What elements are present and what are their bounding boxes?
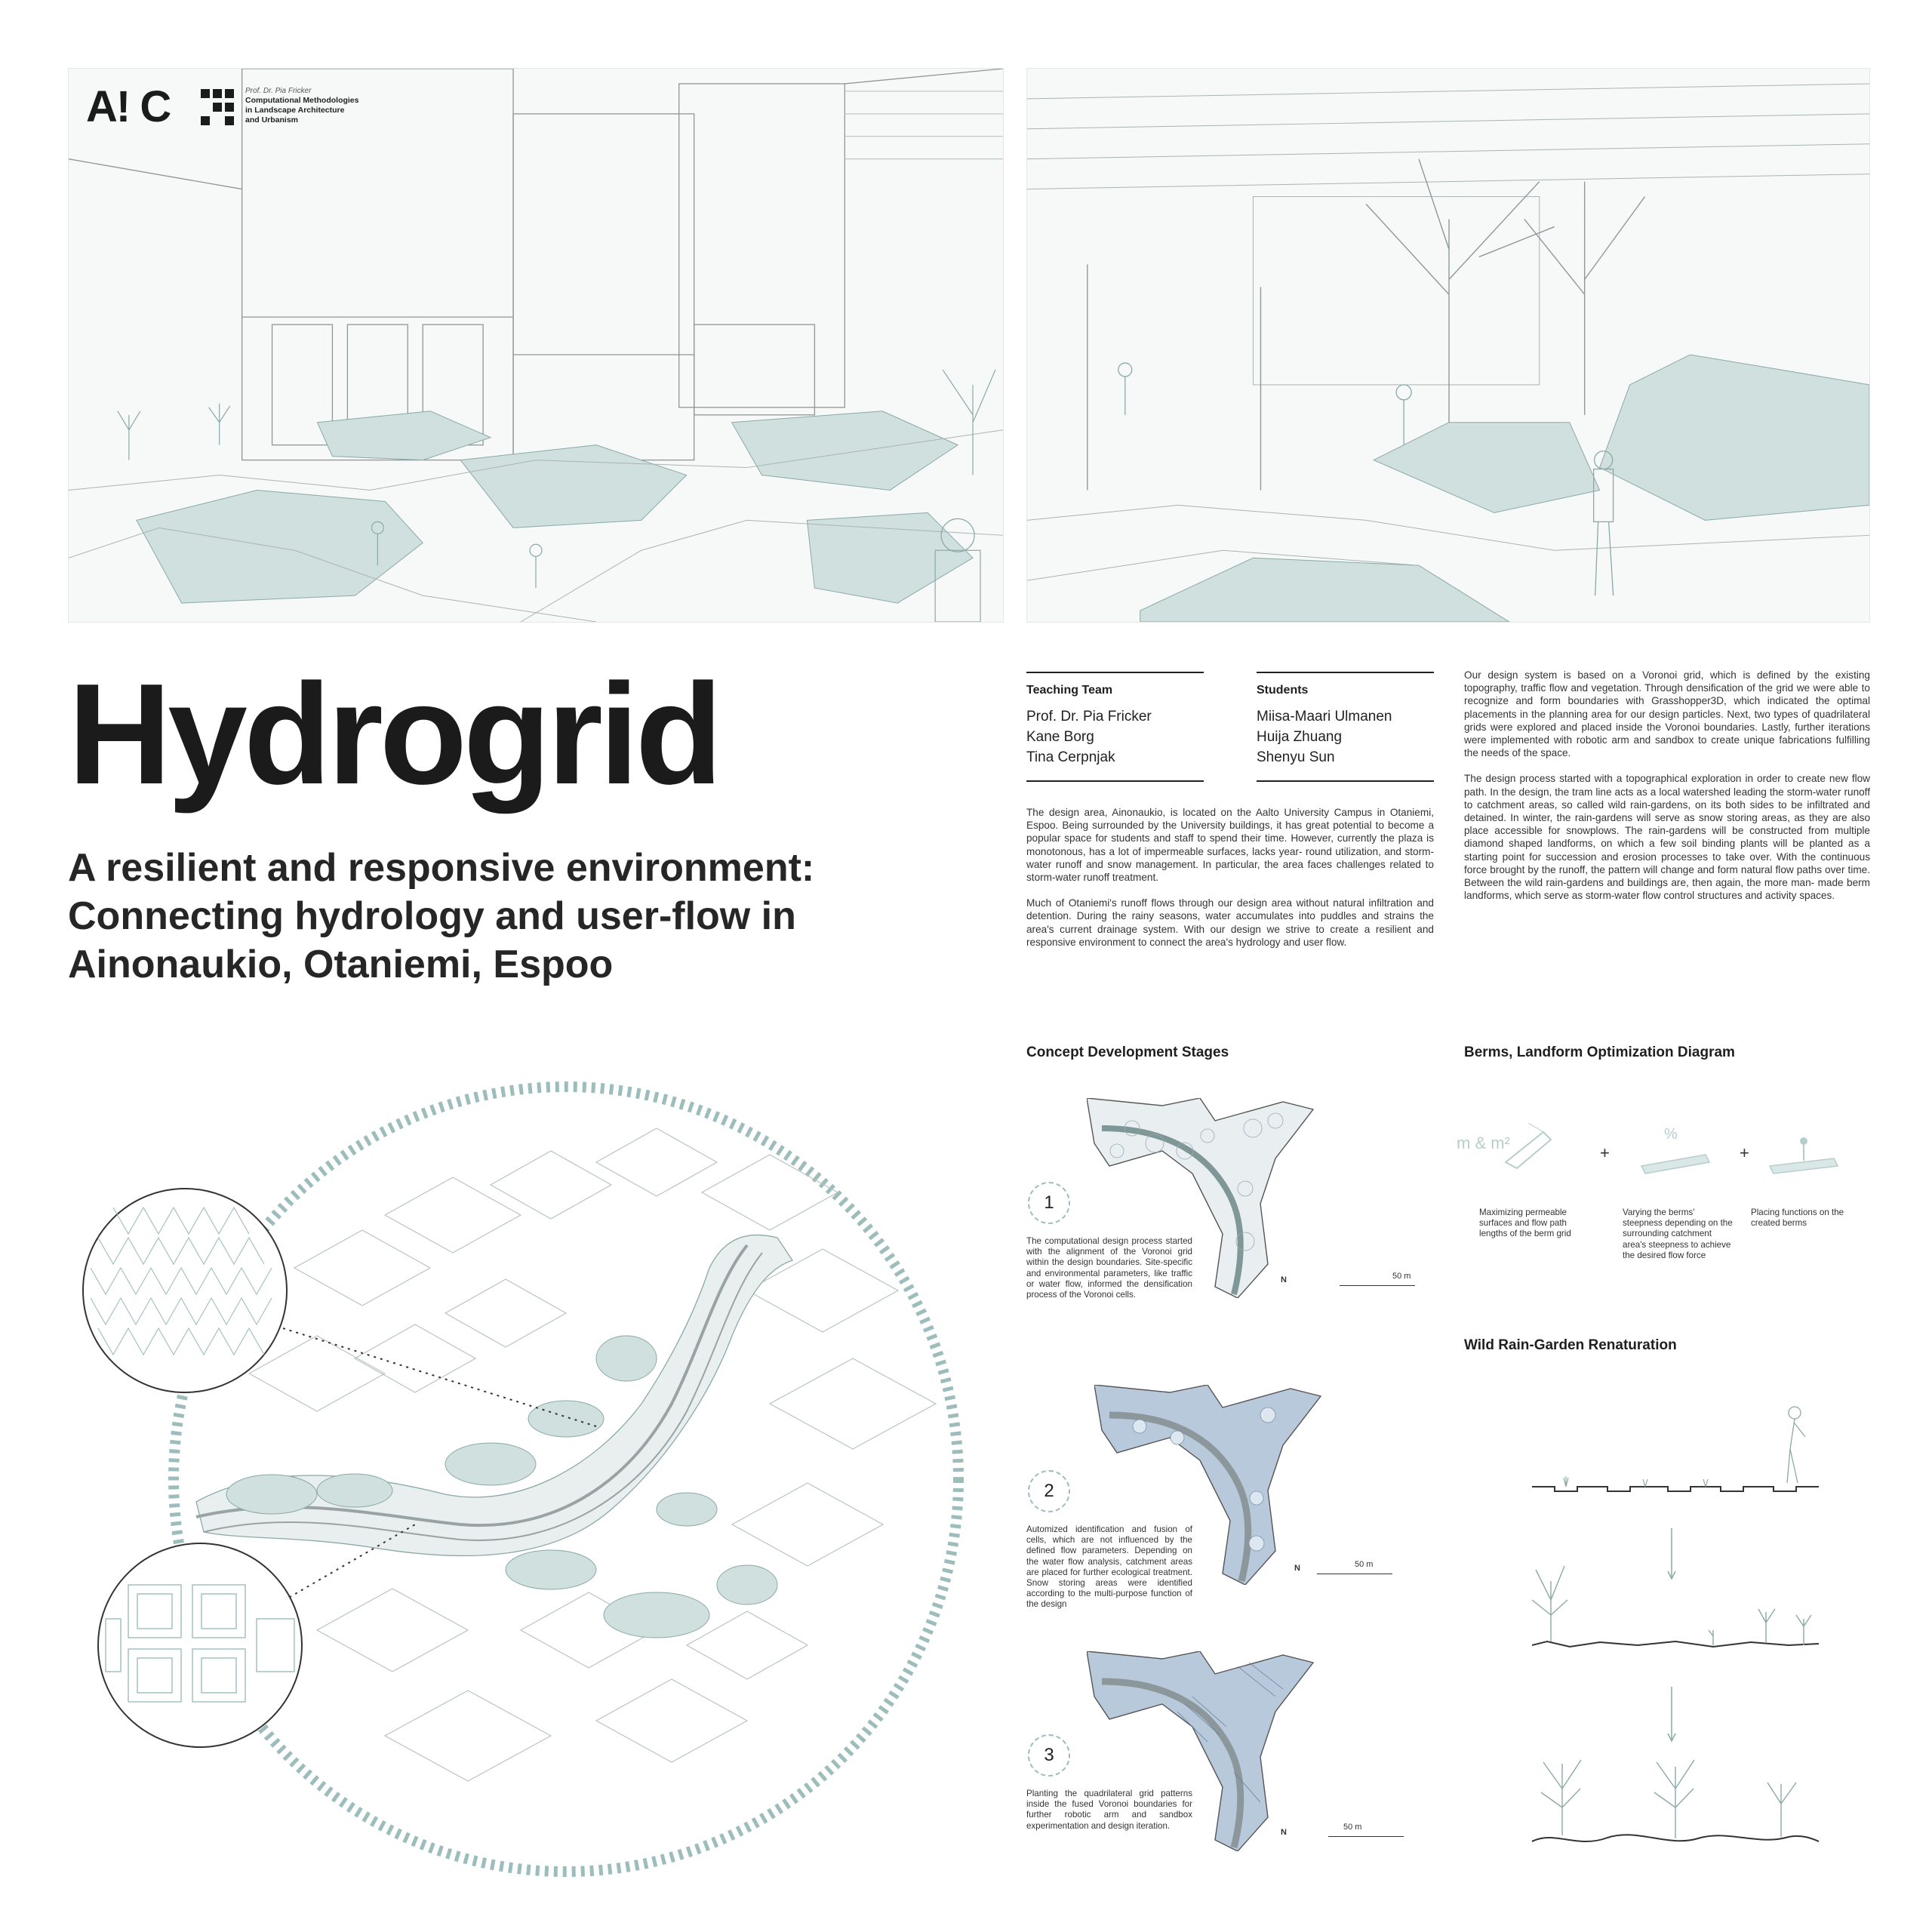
logo-grid-icon <box>201 89 234 125</box>
rain-garden-heading: Wild Rain-Garden Renaturation <box>1464 1337 1677 1353</box>
student-member: Shenyu Sun <box>1257 749 1335 765</box>
stage-description: The computational design process started with the alignment of the Voronoi grid within the design boundaries. Site-specific and environmental parameters, like traffic or water flow, informed the densification process of the Voronoi cells. <box>1026 1236 1192 1300</box>
stage-number: 1 <box>1028 1182 1070 1224</box>
professor-caption: Prof. Dr. Pia Fricker <box>245 87 312 95</box>
plus-sign: + <box>1740 1143 1749 1162</box>
subtitle-line: Connecting hydrology and user-flow in <box>68 894 796 938</box>
rain-garden-sections <box>1524 1396 1826 1857</box>
team-member: Tina Cerpnjak <box>1026 749 1115 765</box>
berm-icon-area <box>1457 1117 1555 1177</box>
scale-label: 50 m <box>1343 1823 1362 1832</box>
percent-label: % <box>1664 1126 1678 1143</box>
stage-number: 2 <box>1028 1470 1070 1512</box>
berm-icon-steepness <box>1638 1124 1713 1177</box>
north-arrow: N <box>1281 1275 1287 1284</box>
design-paragraph: Our design system is based on a Voronoi grid, which is defined by the existing topography, traffic flow and vegetation. Through densification of the grid we were able to recognize and form boundaries with Grasshopper3D, which indicated the optimal placements in the planning area for our design particles. Next, two types of quadrilateral grids were explored and placed inside the Voronoi boundaries. Lastly, further iterations were implemented with robotic arm and sandbox to create unique fabrications fulfilling the needs of the space. <box>1464 669 1870 759</box>
scale-label: 50 m <box>1392 1272 1411 1281</box>
logo <box>86 82 170 132</box>
berm-icon-functions <box>1766 1124 1841 1177</box>
department-line: and Urbanism <box>245 115 299 125</box>
stage-number: 3 <box>1028 1734 1070 1777</box>
intro-text <box>1026 806 1434 949</box>
berm-description: Varying the berms' steepness depending on the surrounding catchment area's steepness to achieve the desired flow force <box>1623 1208 1733 1260</box>
north-arrow: N <box>1294 1564 1300 1573</box>
stage-description: Automized identification and fusion of cells, which are not influenced by the defined flow parameters. Depending on the water flow analysis, catchment areas are placed for further ecological treatment. Snow storing areas were identified according to the multi-purpose function of the design <box>1026 1524 1192 1610</box>
intro-paragraph: The design area, Ainonaukio, is located on the Aalto University Campus in Otaniemi, Espoo. Being surrounded by the University buildings, it has great potential to become a popular space for students and staff to spend their time. However, currently the plaza is monotonous, has a lot of impermeable surfaces, lacks year- round utilization, and storm-water runoff and snow management. In particular, the area faces challenges related to storm-water runoff treatment. <box>1026 807 1434 884</box>
scale-label: 50 m <box>1355 1560 1374 1569</box>
berm-description: Placing functions on the created berms <box>1751 1208 1844 1229</box>
department-line: Computational Methodologies <box>245 96 359 105</box>
site-axonometric <box>68 1041 1004 1894</box>
intro-paragraph: Much of Otaniemi's runoff flows through our design area without natural infiltration and detention. During the rainy seasons, water accumulates into puddles and strains the area's current drainage system. With our design we strive to create a resilient and responsive environment to connect the area's hydrology and user flow. <box>1026 897 1434 948</box>
area-label: m & m² <box>1457 1134 1510 1152</box>
teaching-team-box <box>1026 672 1204 782</box>
subtitle-line: Ainonaukio, Otaniemi, Espoo <box>68 943 614 986</box>
subtitle <box>68 844 989 989</box>
teaching-team-heading: Teaching Team <box>1026 684 1113 697</box>
student-member: Huija Zhuang <box>1257 729 1343 745</box>
plus-sign: + <box>1600 1143 1610 1162</box>
scale-bar <box>1328 1828 1404 1837</box>
stage-description: Planting the quadrilateral grid patterns inside the fused Voronoi boundaries for further robotic arm and sandbox experimentation and design iteration. <box>1026 1789 1192 1831</box>
berm-description: Maximizing permeable surfaces and flow path lengths of the berm grid <box>1479 1208 1571 1239</box>
berms-heading: Berms, Landform Optimization Diagram <box>1464 1044 1735 1060</box>
plaza-rendering-left <box>68 68 1004 623</box>
page-title: Hydrogrid <box>68 654 719 814</box>
students-box <box>1257 672 1434 782</box>
team-member: Prof. Dr. Pia Fricker <box>1026 709 1152 724</box>
subtitle-line: A resilient and responsive environment: <box>68 846 815 890</box>
logo-caption <box>245 86 381 125</box>
logo-text: A! C <box>86 82 171 131</box>
plaza-rendering-right <box>1026 68 1870 623</box>
design-text <box>1464 669 1870 902</box>
north-arrow: N <box>1281 1828 1287 1837</box>
student-member: Miisa-Maari Ulmanen <box>1257 709 1392 724</box>
team-member: Kane Borg <box>1026 729 1094 745</box>
students-heading: Students <box>1257 684 1309 697</box>
design-paragraph: The design process started with a topographical exploration in order to create new flow path. In the design, the tram line acts as a local watershed leading the storm-water runoff to catchment areas, so called wild rain-gardens, on its both sides to be infiltrated and detained. In winter, the rain-gardens will serve as snow storing areas, as they are also place accessible for snowplows. The rain-gardens will be constructed from multiple diamond shaped landforms, on which a few soil binding plants will be planted as a starting point for succession and erosion processes to take over. With the continuous force brought by the runoff, the pattern will change and form natural flow paths over time. Between the wild rain-gardens and buildings are, then again, the more man- made berm landforms, which serve as storm-water flow control structures and activity spaces. <box>1464 773 1870 902</box>
concept-heading: Concept Development Stages <box>1026 1044 1229 1060</box>
department-line: in Landscape Architecture <box>245 106 345 115</box>
